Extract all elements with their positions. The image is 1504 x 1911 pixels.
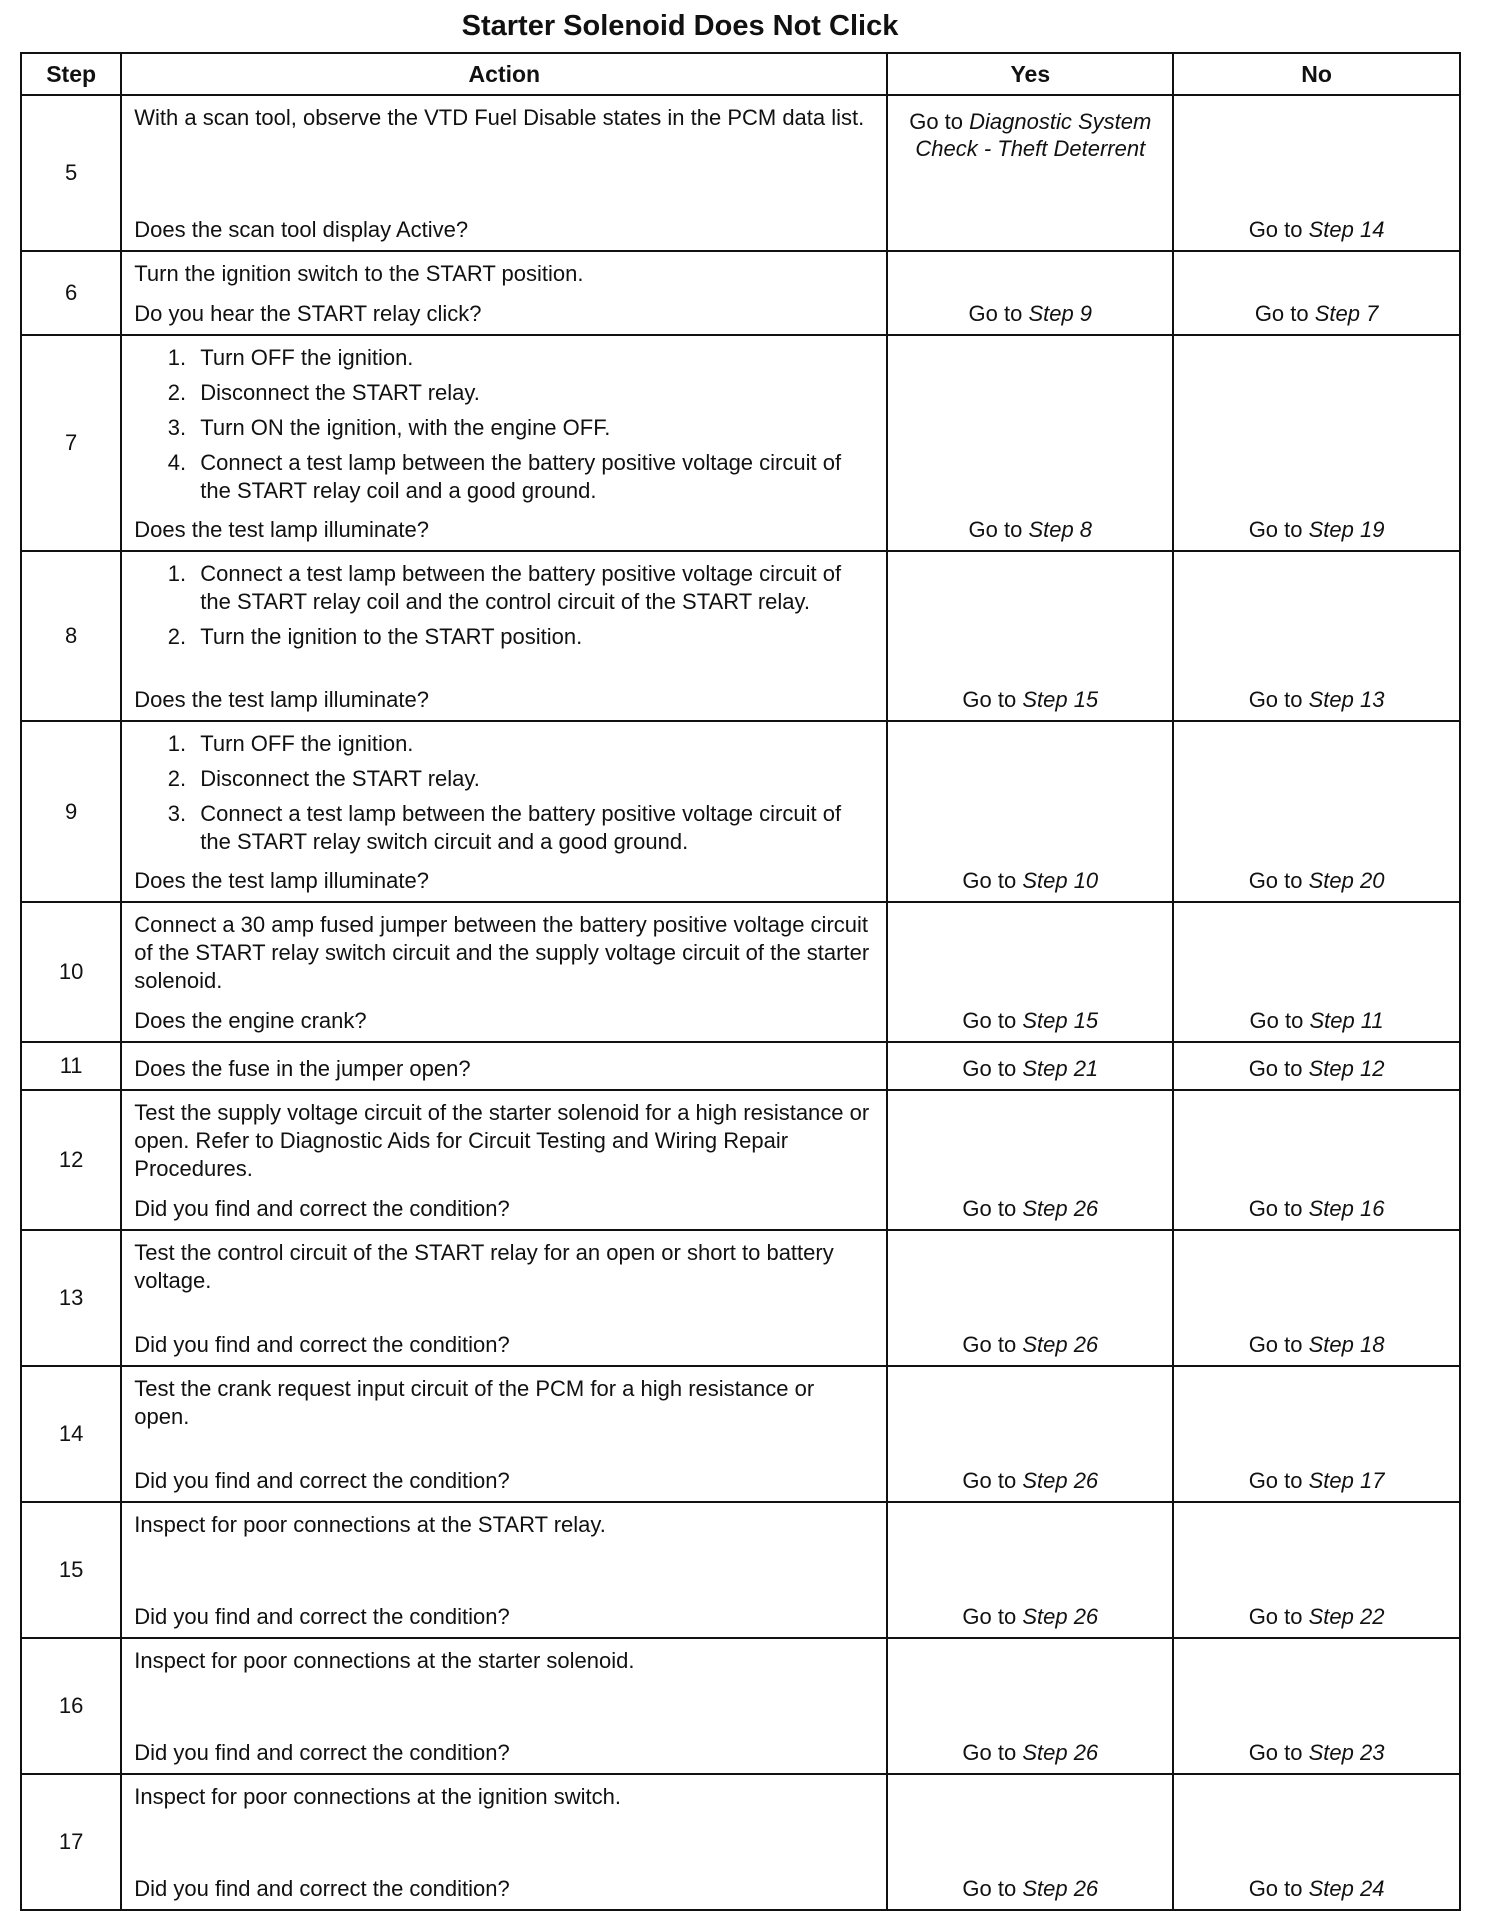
action-description [134, 560, 874, 658]
no-reference: Step 24 [1308, 1876, 1385, 1901]
column-header-no: No [1173, 53, 1460, 95]
step-number: 13 [21, 1230, 121, 1366]
yes-reference: Step 26 [1022, 1196, 1099, 1221]
yes-prefix: Go to [962, 1008, 1017, 1033]
no-goto [1184, 1603, 1449, 1631]
table-row [21, 1638, 1460, 1774]
action-cell [121, 1042, 887, 1090]
table-row [21, 1366, 1460, 1502]
yes-reference: Step 10 [1022, 868, 1099, 893]
table-row [21, 1090, 1460, 1230]
no-cell [1173, 251, 1460, 335]
action-cell [121, 335, 887, 551]
no-content [1174, 552, 1459, 720]
yes-cell [887, 1502, 1173, 1638]
yes-prefix: Go to [968, 301, 1023, 326]
action-description [134, 730, 874, 863]
action-description [134, 1511, 874, 1547]
no-cell [1173, 1366, 1460, 1502]
no-reference: Step 11 [1309, 1008, 1384, 1033]
action-substep: 2. Disconnect the START relay. [192, 765, 874, 793]
table-row [21, 1502, 1460, 1638]
action-text: Inspect for poor connections at the starter solenoid. [134, 1648, 635, 1673]
yes-cell [887, 721, 1173, 902]
yes-prefix: Go to [962, 1876, 1017, 1901]
step-number: 6 [21, 251, 121, 335]
column-header-step: Step [21, 53, 121, 95]
no-cell [1173, 1502, 1460, 1638]
no-goto [1184, 1055, 1449, 1083]
table-row [21, 1774, 1460, 1910]
yes-reference: Step 26 [1022, 1604, 1099, 1629]
action-text: Test the supply voltage circuit of the starter solenoid for a high resistance or open. Refer to Diagnostic Aids for Circuit Testing and Wiring Repair Procedures. [134, 1100, 870, 1181]
action-content [122, 903, 886, 1041]
table-row [21, 1042, 1460, 1090]
action-question: Did you find and correct the condition? [134, 1332, 510, 1357]
yes-reference: Step 26 [1022, 1876, 1099, 1901]
column-header-action: Action [121, 53, 887, 95]
yes-content [888, 1367, 1172, 1501]
action-content [122, 336, 886, 550]
page-title: Starter Solenoid Does Not Click [461, 10, 899, 42]
no-reference: Step 16 [1308, 1196, 1385, 1221]
yes-content [888, 722, 1172, 901]
yes-goto [898, 300, 1162, 328]
no-cell [1173, 1090, 1460, 1230]
yes-prefix: Go to [962, 1740, 1017, 1765]
action-substeps [134, 730, 874, 856]
yes-cell [887, 1774, 1173, 1910]
yes-content [888, 1639, 1172, 1773]
action-content [122, 1231, 886, 1365]
step-number: 14 [21, 1366, 121, 1502]
action-cell [121, 721, 887, 902]
step-number: 7 [21, 335, 121, 551]
table-header-row [21, 53, 1460, 95]
no-prefix: Go to [1248, 687, 1303, 712]
action-description [134, 911, 874, 1003]
yes-prefix: Go to [962, 1332, 1017, 1357]
yes-prefix: Go to [968, 517, 1023, 542]
action-cell [121, 1774, 887, 1910]
action-description [134, 104, 874, 140]
action-cell [121, 1230, 887, 1366]
no-prefix: Go to [1248, 1740, 1303, 1765]
no-content [1174, 1503, 1459, 1637]
action-substep: 4. Connect a test lamp between the battery positive voltage circuit of the START relay coil and a good ground. [192, 449, 874, 505]
no-reference: Step 19 [1308, 517, 1385, 542]
action-text: Test the crank request input circuit of the PCM for a high resistance or open. [134, 1376, 815, 1429]
yes-content [888, 1091, 1172, 1229]
table-row [21, 95, 1460, 251]
yes-cell [887, 902, 1173, 1042]
action-substep: 1. Connect a test lamp between the battery positive voltage circuit of the START relay coil and the control circuit of the START relay. [192, 560, 874, 616]
no-prefix: Go to [1248, 1468, 1303, 1493]
action-content [122, 96, 886, 250]
yes-cell [887, 1090, 1173, 1230]
yes-reference: Step 26 [1022, 1740, 1099, 1765]
yes-reference: Diagnostic System Check - Theft Deterrent [915, 109, 1152, 161]
yes-goto [898, 516, 1162, 544]
no-content [1174, 96, 1459, 250]
no-goto [1184, 1875, 1449, 1903]
action-text: Test the control circuit of the START relay for an open or short to battery voltage. [134, 1240, 834, 1293]
yes-cell [887, 335, 1173, 551]
no-cell [1173, 1042, 1460, 1090]
yes-goto [898, 1467, 1162, 1495]
no-reference: Step 18 [1308, 1332, 1385, 1357]
action-cell [121, 551, 887, 721]
yes-prefix: Go to [962, 1604, 1017, 1629]
action-description [134, 1239, 874, 1303]
no-cell [1173, 902, 1460, 1042]
column-header-yes: Yes [887, 53, 1173, 95]
yes-reference: Step 8 [1028, 517, 1093, 542]
no-reference: Step 23 [1308, 1740, 1385, 1765]
diagnostic-table [20, 52, 1461, 1911]
action-question: Does the test lamp illuminate? [134, 687, 429, 712]
action-cell [121, 95, 887, 251]
yes-content [888, 903, 1172, 1041]
yes-prefix: Go to [962, 868, 1017, 893]
no-content [1174, 336, 1459, 550]
action-cell [121, 902, 887, 1042]
action-question: Did you find and correct the condition? [134, 1196, 510, 1221]
no-cell [1173, 551, 1460, 721]
action-question: Did you find and correct the condition? [134, 1604, 510, 1629]
action-question: Does the engine crank? [134, 1008, 367, 1033]
yes-content [888, 1231, 1172, 1365]
yes-goto [898, 686, 1162, 714]
no-goto [1184, 1739, 1449, 1767]
action-cell [121, 1366, 887, 1502]
yes-reference: Step 26 [1022, 1468, 1099, 1493]
no-prefix: Go to [1248, 1876, 1303, 1901]
yes-goto [898, 1875, 1162, 1903]
no-reference: Step 7 [1314, 301, 1379, 326]
yes-content [888, 1043, 1172, 1089]
action-question: Do you hear the START relay click? [134, 301, 482, 326]
yes-goto [898, 1007, 1162, 1035]
table-row [21, 721, 1460, 902]
action-question: Does the test lamp illuminate? [134, 517, 429, 542]
no-goto [1184, 1195, 1449, 1223]
yes-reference: Step 15 [1022, 687, 1099, 712]
action-text: Inspect for poor connections at the ignition switch. [134, 1784, 621, 1809]
table-row [21, 551, 1460, 721]
no-goto [1184, 216, 1449, 244]
action-substep: 2. Disconnect the START relay. [192, 379, 874, 407]
action-substep: 2. Turn the ignition to the START position. [192, 623, 874, 651]
no-prefix: Go to [1248, 217, 1303, 242]
yes-reference: Step 21 [1022, 1056, 1099, 1081]
yes-goto [898, 1331, 1162, 1359]
yes-goto [898, 1195, 1162, 1223]
action-text: With a scan tool, observe the VTD Fuel Disable states in the PCM data list. [134, 105, 865, 130]
no-cell [1173, 1230, 1460, 1366]
no-content [1174, 1043, 1459, 1089]
yes-goto [898, 108, 1162, 162]
step-number: 17 [21, 1774, 121, 1910]
step-number: 11 [21, 1042, 121, 1090]
action-cell [121, 1638, 887, 1774]
action-description [134, 1375, 874, 1439]
no-cell [1173, 335, 1460, 551]
no-prefix: Go to [1248, 517, 1303, 542]
action-cell [121, 1090, 887, 1230]
action-description [134, 260, 874, 296]
action-content [122, 1503, 886, 1637]
yes-cell [887, 1638, 1173, 1774]
no-prefix: Go to [1254, 301, 1309, 326]
no-reference: Step 12 [1308, 1056, 1385, 1081]
no-prefix: Go to [1248, 1196, 1303, 1221]
no-reference: Step 20 [1308, 868, 1385, 893]
no-prefix: Go to [1248, 1604, 1303, 1629]
action-description [134, 344, 874, 512]
yes-goto [898, 1739, 1162, 1767]
no-cell [1173, 1774, 1460, 1910]
yes-reference: Step 15 [1022, 1008, 1099, 1033]
action-content [122, 252, 886, 334]
step-number: 16 [21, 1638, 121, 1774]
action-question: Does the test lamp illuminate? [134, 868, 429, 893]
table-row [21, 251, 1460, 335]
yes-prefix: Go to [962, 1468, 1017, 1493]
yes-goto [898, 1603, 1162, 1631]
step-number: 5 [21, 95, 121, 251]
action-description [134, 1647, 874, 1683]
step-number: 8 [21, 551, 121, 721]
yes-cell [887, 251, 1173, 335]
action-text: Inspect for poor connections at the START relay. [134, 1512, 606, 1537]
action-content [122, 722, 886, 901]
no-cell [1173, 1638, 1460, 1774]
yes-content [888, 1775, 1172, 1909]
no-goto [1184, 1007, 1449, 1035]
action-substep: 3. Turn ON the ignition, with the engine OFF. [192, 414, 874, 442]
action-content [122, 1367, 886, 1501]
yes-cell [887, 1230, 1173, 1366]
no-content [1174, 722, 1459, 901]
no-content [1174, 1091, 1459, 1229]
no-content [1174, 1231, 1459, 1365]
action-question: Did you find and correct the condition? [134, 1740, 510, 1765]
action-cell [121, 1502, 887, 1638]
no-goto [1184, 1467, 1449, 1495]
yes-content [888, 552, 1172, 720]
table-row [21, 902, 1460, 1042]
action-text: Turn the ignition switch to the START position. [134, 261, 584, 286]
action-description [134, 1099, 874, 1191]
no-goto [1184, 867, 1449, 895]
step-number: 10 [21, 902, 121, 1042]
action-content [122, 1639, 886, 1773]
yes-prefix: Go to [962, 687, 1017, 712]
table-body [21, 95, 1460, 1910]
step-number: 15 [21, 1502, 121, 1638]
yes-cell [887, 1366, 1173, 1502]
action-content [122, 552, 886, 720]
table-row [21, 335, 1460, 551]
action-content [122, 1775, 886, 1909]
no-goto [1184, 686, 1449, 714]
step-number: 9 [21, 721, 121, 902]
no-content [1174, 1639, 1459, 1773]
yes-content [888, 96, 1172, 250]
no-goto [1184, 516, 1449, 544]
no-prefix: Go to [1248, 868, 1303, 893]
action-description [134, 1783, 874, 1819]
no-prefix: Go to [1248, 1056, 1303, 1081]
no-cell [1173, 721, 1460, 902]
action-question: Did you find and correct the condition? [134, 1876, 510, 1901]
action-content [122, 1043, 886, 1089]
yes-prefix: Go to [962, 1196, 1017, 1221]
action-question: Did you find and correct the condition? [134, 1468, 510, 1493]
yes-reference: Step 9 [1028, 301, 1093, 326]
no-prefix: Go to [1249, 1008, 1304, 1033]
no-prefix: Go to [1248, 1332, 1303, 1357]
table-row [21, 1230, 1460, 1366]
action-substep: 1. Turn OFF the ignition. [192, 344, 874, 372]
yes-content [888, 252, 1172, 334]
action-cell [121, 251, 887, 335]
action-substep: 3. Connect a test lamp between the battery positive voltage circuit of the START relay switch circuit and a good ground. [192, 800, 874, 856]
no-cell [1173, 95, 1460, 251]
yes-cell [887, 95, 1173, 251]
yes-prefix: Go to [909, 109, 964, 134]
action-substeps [134, 344, 874, 505]
action-question: Does the fuse in the jumper open? [134, 1056, 471, 1081]
no-content [1174, 252, 1459, 334]
yes-prefix: Go to [962, 1056, 1017, 1081]
yes-content [888, 1503, 1172, 1637]
no-content [1174, 1367, 1459, 1501]
yes-content [888, 336, 1172, 550]
no-goto [1184, 300, 1449, 328]
no-reference: Step 22 [1308, 1604, 1385, 1629]
yes-goto [898, 1055, 1162, 1083]
yes-cell [887, 1042, 1173, 1090]
no-reference: Step 17 [1308, 1468, 1385, 1493]
action-question: Does the scan tool display Active? [134, 217, 469, 242]
action-text: Connect a 30 amp fused jumper between the battery positive voltage circuit of the START relay switch circuit and the supply voltage circuit of the starter solenoid. [134, 912, 870, 993]
no-reference: Step 14 [1308, 217, 1385, 242]
action-substep: 1. Turn OFF the ignition. [192, 730, 874, 758]
yes-reference: Step 26 [1022, 1332, 1099, 1357]
yes-cell [887, 551, 1173, 721]
step-number: 12 [21, 1090, 121, 1230]
no-content [1174, 1775, 1459, 1909]
no-content [1174, 903, 1459, 1041]
action-substeps [134, 560, 874, 651]
no-reference: Step 13 [1308, 687, 1385, 712]
yes-goto [898, 867, 1162, 895]
no-goto [1184, 1331, 1449, 1359]
action-content [122, 1091, 886, 1229]
